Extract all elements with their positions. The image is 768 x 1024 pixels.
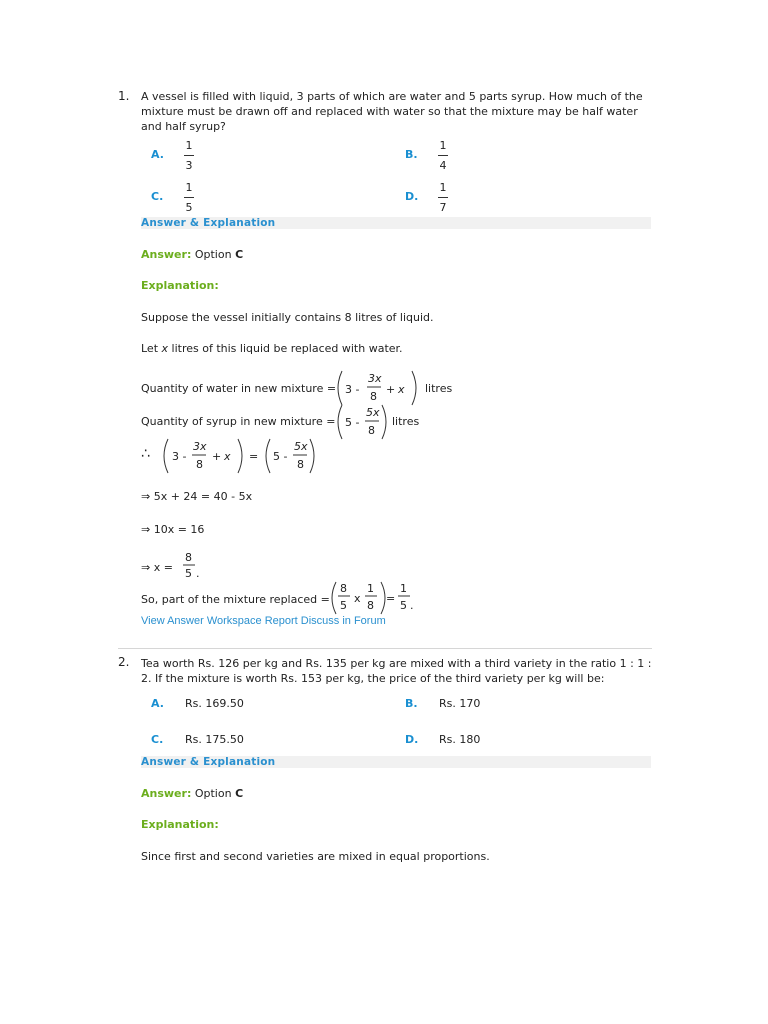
svg-text:8: 8 bbox=[368, 424, 375, 437]
svg-text:.: . bbox=[196, 567, 200, 580]
answer-line bbox=[141, 787, 243, 800]
svg-text:5x: 5x bbox=[294, 440, 308, 453]
svg-text:5 -: 5 - bbox=[273, 450, 288, 463]
svg-text:8: 8 bbox=[370, 390, 377, 403]
svg-text:8: 8 bbox=[340, 582, 347, 595]
syrup-label: Quantity of syrup in new mixture = bbox=[141, 415, 336, 428]
answer-option: C bbox=[235, 787, 244, 800]
answer-label: Answer: bbox=[141, 248, 192, 261]
svg-text:8: 8 bbox=[196, 458, 203, 471]
explanation-line: Suppose the vessel initially contains 8 litres of liquid. bbox=[141, 311, 434, 324]
fraction-numerator: 1 bbox=[185, 181, 193, 194]
fraction-denominator: 5 bbox=[185, 201, 193, 214]
svg-text:x: x bbox=[354, 592, 361, 605]
svg-text:3x: 3x bbox=[193, 440, 207, 453]
svg-text:5: 5 bbox=[340, 599, 347, 612]
fraction-denominator: 3 bbox=[185, 159, 193, 172]
option-c-label: C. bbox=[151, 733, 164, 746]
answer-option-word: Option bbox=[194, 248, 232, 261]
option-d-label: D. bbox=[405, 733, 419, 746]
answer-explanation-link[interactable]: Answer & Explanation bbox=[141, 217, 276, 229]
svg-text:=: = bbox=[249, 450, 259, 463]
question-text: Tea worth Rs. 126 per kg and Rs. 135 per kg are mixed with a third variety in the ratio 1 : 1 : 2. If the mixture is worth Rs. 153 per kg, the price of the third variety per kg will be: bbox=[141, 657, 652, 685]
svg-text:1: 1 bbox=[367, 582, 374, 595]
fraction-denominator: 4 bbox=[439, 159, 447, 172]
fraction-denominator: 7 bbox=[439, 201, 447, 214]
answer-option: C bbox=[235, 248, 244, 261]
explanation-line: Since first and second varieties are mixed in equal proportions. bbox=[141, 850, 490, 863]
answer-explanation-link[interactable]: Answer & Explanation bbox=[141, 756, 276, 768]
variable-x: x bbox=[161, 342, 169, 355]
replaced-label: So, part of the mixture replaced = bbox=[141, 593, 330, 606]
svg-text:5: 5 bbox=[400, 599, 407, 612]
svg-text:3 -: 3 - bbox=[345, 383, 360, 396]
svg-text:8: 8 bbox=[367, 599, 374, 612]
svg-text:5 -: 5 - bbox=[345, 416, 360, 429]
water-label: Quantity of water in new mixture = bbox=[141, 382, 337, 395]
option-d-value: Rs. 180 bbox=[439, 733, 481, 746]
explanation-label: Explanation: bbox=[141, 279, 219, 292]
therefore-equation bbox=[160, 436, 320, 476]
solution-step: ⇒ 10x = 16 bbox=[141, 523, 205, 536]
option-a-label: A. bbox=[151, 148, 164, 161]
option-c-value: Rs. 175.50 bbox=[185, 733, 244, 746]
solution-step: ⇒ x = bbox=[141, 561, 173, 574]
option-a-fraction bbox=[182, 139, 196, 172]
option-b-fraction bbox=[436, 139, 450, 172]
question-number: 2. bbox=[118, 655, 130, 669]
explanation-line bbox=[141, 342, 403, 355]
answer-label: Answer: bbox=[141, 787, 192, 800]
option-a-value: Rs. 169.50 bbox=[185, 697, 244, 710]
explanation-label: Explanation: bbox=[141, 818, 219, 831]
option-c-label: C. bbox=[151, 190, 164, 203]
svg-text:=: = bbox=[386, 592, 396, 605]
question-divider bbox=[118, 648, 652, 649]
svg-text:.: . bbox=[410, 599, 414, 612]
litres-label: litres bbox=[425, 382, 453, 395]
text-segment: Let bbox=[141, 342, 162, 355]
svg-text:1: 1 bbox=[400, 582, 407, 595]
svg-text:5x: 5x bbox=[366, 406, 380, 419]
svg-text:3 -: 3 - bbox=[172, 450, 187, 463]
option-d-fraction bbox=[436, 181, 450, 214]
option-d-label: D. bbox=[405, 190, 419, 203]
option-b-value: Rs. 170 bbox=[439, 697, 481, 710]
therefore-symbol: ∴ bbox=[141, 446, 150, 462]
option-b-label: B. bbox=[405, 148, 418, 161]
x-value-fraction bbox=[182, 550, 206, 584]
text-segment: litres of this liquid be replaced with water. bbox=[168, 342, 403, 355]
svg-text:5: 5 bbox=[185, 567, 192, 580]
fraction-numerator: 1 bbox=[439, 181, 447, 194]
question-links[interactable]: View Answer Workspace Report Discuss in Forum bbox=[141, 615, 386, 627]
syrup-expression bbox=[334, 402, 390, 442]
fraction-numerator: 1 bbox=[439, 139, 447, 152]
fraction-numerator: 1 bbox=[185, 139, 193, 152]
svg-text:8: 8 bbox=[297, 458, 304, 471]
svg-text:+: + bbox=[212, 450, 222, 463]
svg-text:3x: 3x bbox=[368, 372, 382, 385]
svg-text:8: 8 bbox=[185, 551, 192, 564]
answer-option-word: Option bbox=[194, 787, 232, 800]
svg-text:+: + bbox=[386, 383, 396, 396]
solution-step: ⇒ 5x + 24 = 40 - 5x bbox=[141, 490, 253, 503]
answer-line bbox=[141, 248, 243, 261]
option-a-label: A. bbox=[151, 697, 164, 710]
question-number: 1. bbox=[118, 89, 130, 103]
replaced-expression bbox=[328, 580, 418, 616]
svg-text:x: x bbox=[398, 383, 405, 396]
option-c-fraction bbox=[182, 181, 196, 214]
litres-label: litres bbox=[392, 415, 420, 428]
question-text: A vessel is filled with liquid, 3 parts of which are water and 5 parts syrup. How much of the mixture must be drawn off and replaced with water so that the mixture may be half water and half syrup? bbox=[141, 90, 643, 133]
option-b-label: B. bbox=[405, 697, 418, 710]
svg-text:x: x bbox=[224, 450, 231, 463]
